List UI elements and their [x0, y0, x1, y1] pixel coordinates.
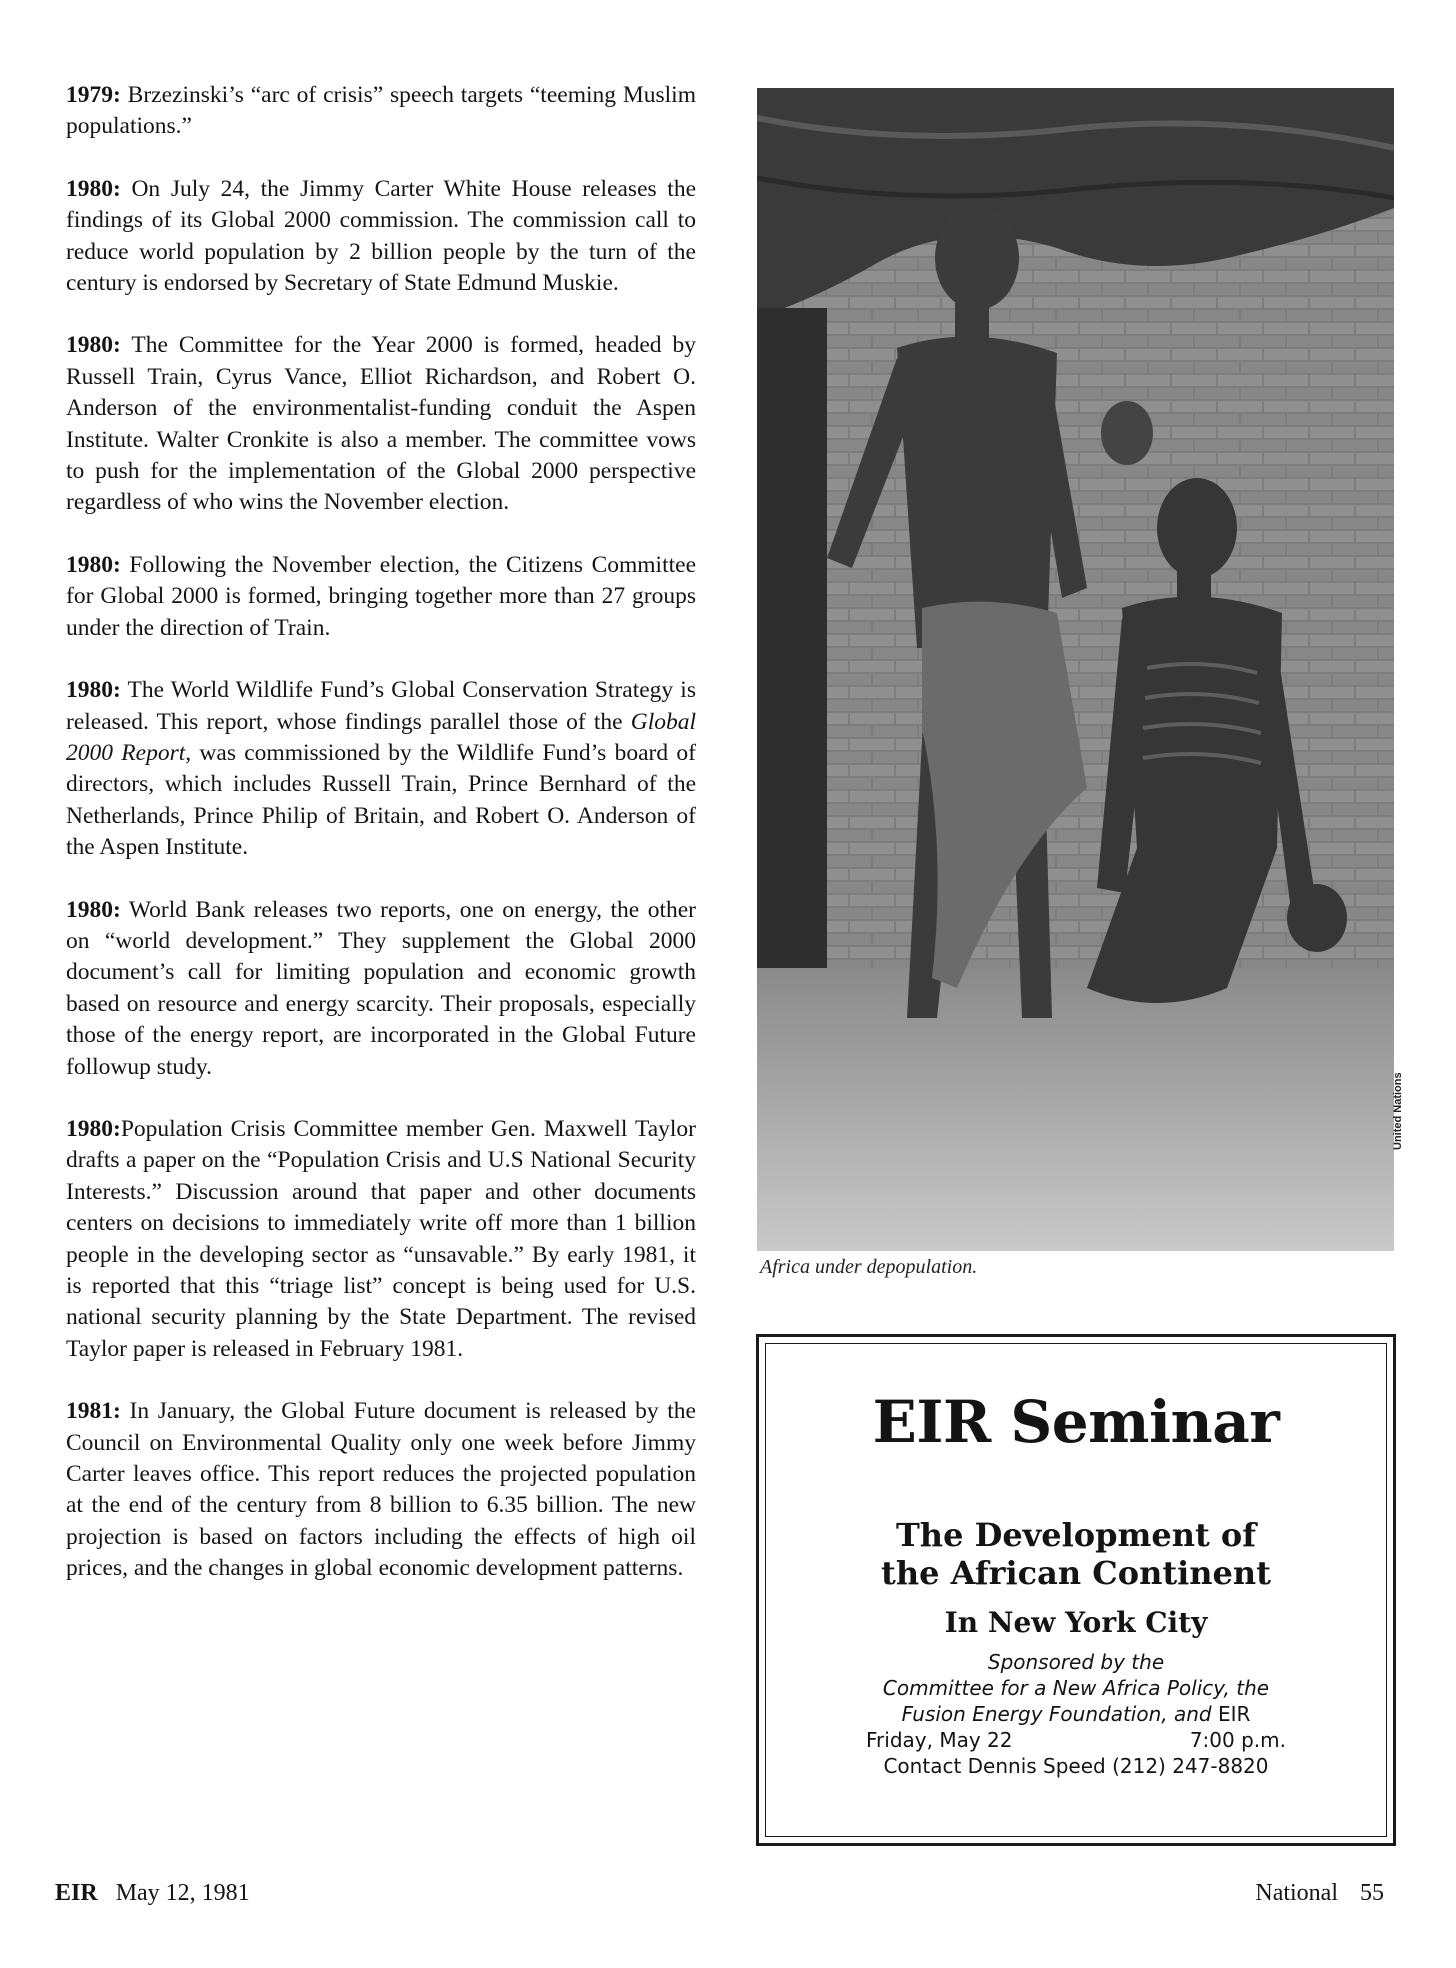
doorway	[757, 308, 827, 1008]
seminar-inner-frame	[765, 1343, 1387, 1837]
entry-1980-citizens	[66, 550, 696, 644]
entry-text: Population Crisis Committee member Gen. Maxwell Taylor drafts a paper on the “Population Crisis and U.S National Security Interests.” Discussion around that paper and other documents centers on decisions to immediately write off more than 1 billion people in the developing sector as “unsavable.” By early 1981, it is reported that this “triage list” concept is being used for U.S. national security planning by the State Department. The revised Taylor paper is released in February 1981.	[66, 1115, 696, 1362]
footer-date: May 12, 1981	[115, 1880, 250, 1906]
chronology-column	[66, 80, 696, 1616]
sponsor-line: Sponsored by the	[987, 1650, 1165, 1674]
seminar-date: Friday, May 22	[866, 1728, 1013, 1752]
entry-text: Brzezinski’s “arc of crisis” speech targets “teeming Muslim populations.”	[66, 82, 696, 140]
seminar-ad	[756, 1334, 1396, 1846]
entry-text: Following the November election, the Citizens Committee for Global 2000 is formed, bringing together more than 27 groups under the direction of Train.	[66, 551, 696, 641]
seminar-subtitle	[766, 1516, 1386, 1592]
footer-brand: EIR	[55, 1880, 98, 1906]
entry-1979	[66, 80, 696, 143]
entry-year: 1980:	[66, 551, 121, 578]
entry-year: 1980:	[66, 332, 121, 359]
seminar-subtitle-line: The Development of	[895, 1516, 1257, 1554]
entry-text: was commissioned by the Wildlife Fund’s board of directors, which includes Russell Train, Prince Bernhard of the Netherlands, Prince Philip of Britain, and Robert O. Anderson of the Aspen Institute.	[66, 739, 696, 861]
entry-year: 1980:	[66, 1115, 121, 1142]
seminar-contact: Contact Dennis Speed (212) 247-8820	[883, 1754, 1269, 1778]
photo-illustration	[757, 88, 1394, 1251]
footer-right	[1255, 1880, 1384, 1907]
seminar-title: EIR Seminar	[872, 1388, 1280, 1456]
sponsor-line: Committee for a New Africa Policy, the	[882, 1676, 1270, 1700]
footer-section: National	[1255, 1880, 1338, 1906]
entry-text: World Bank releases two reports, one on energy, the other on “world development.” They supplement the Global 2000 document’s call for limiting population and economic growth based on resource and energy scarcity. Their proposals, especially those of the energy report, are incorporated in the Global Future followup study.	[66, 896, 696, 1080]
entry-italic-title: Global 2000 Report,	[66, 708, 696, 766]
photo-credit: United Nations	[1392, 1072, 1404, 1150]
entry-1980-committee	[66, 330, 696, 518]
footer-left	[55, 1880, 250, 1907]
sponsor-line	[766, 1701, 1386, 1727]
entry-text: In January, the Global Future document is released by the Council on Environmental Quality only one week before Jimmy Carter leaves office. This report reduces the projected population at the end of the century from 8 billion to 6.35 billion. The new projection is based on factors including the effects of high oil prices, and the changes in global economic development patterns.	[66, 1398, 696, 1582]
entry-text: The World Wildlife Fund’s Global Conservation Strategy is released. This report, whose findings parallel those of the	[66, 677, 696, 735]
seminar-subtitle-line: the African Continent	[881, 1554, 1271, 1592]
sponsor-line-italic: Fusion Energy Foundation, and	[901, 1702, 1212, 1726]
entry-year: 1980:	[66, 896, 121, 923]
seminar-sponsors	[766, 1649, 1386, 1727]
entry-1980-wwf	[66, 675, 696, 863]
sponsor-line-plain: EIR	[1211, 1702, 1251, 1726]
entry-1980-taylor	[66, 1114, 696, 1365]
entry-year: 1981:	[66, 1398, 121, 1425]
entry-year: 1980:	[66, 175, 121, 202]
photograph	[757, 88, 1394, 1251]
entry-year: 1979:	[66, 82, 121, 108]
entry-year: 1980:	[66, 677, 121, 704]
photo-caption: Africa under depopulation.	[760, 1256, 978, 1278]
entry-text: The Committee for the Year 2000 is formed, headed by Russell Train, Cyrus Vance, Elliot Richardson, and Robert O. Anderson of the environmentalist-funding conduit the Aspen Institute. Walter Cronkite is also a member. The committee vows to push for the implementation of the Global 2000 perspective regardless of who wins the November election.	[66, 332, 696, 516]
seminar-city: In New York City	[944, 1606, 1208, 1639]
seminar-time: 7:00 p.m.	[1189, 1728, 1286, 1752]
seminar-datetime	[866, 1727, 1286, 1753]
entry-1980-worldbank	[66, 895, 696, 1083]
page-number: 55	[1360, 1880, 1384, 1906]
entry-1980-global2000	[66, 174, 696, 300]
background-figure	[1101, 401, 1153, 465]
entry-1981-global-future	[66, 1396, 696, 1584]
entry-text: On July 24, the Jimmy Carter White House releases the findings of its Global 2000 commission. The commission call to reduce world population by 2 billion people by the turn of the century is endorsed by Secretary of State Edmund Muskie.	[66, 175, 696, 297]
ground	[757, 968, 1394, 1251]
